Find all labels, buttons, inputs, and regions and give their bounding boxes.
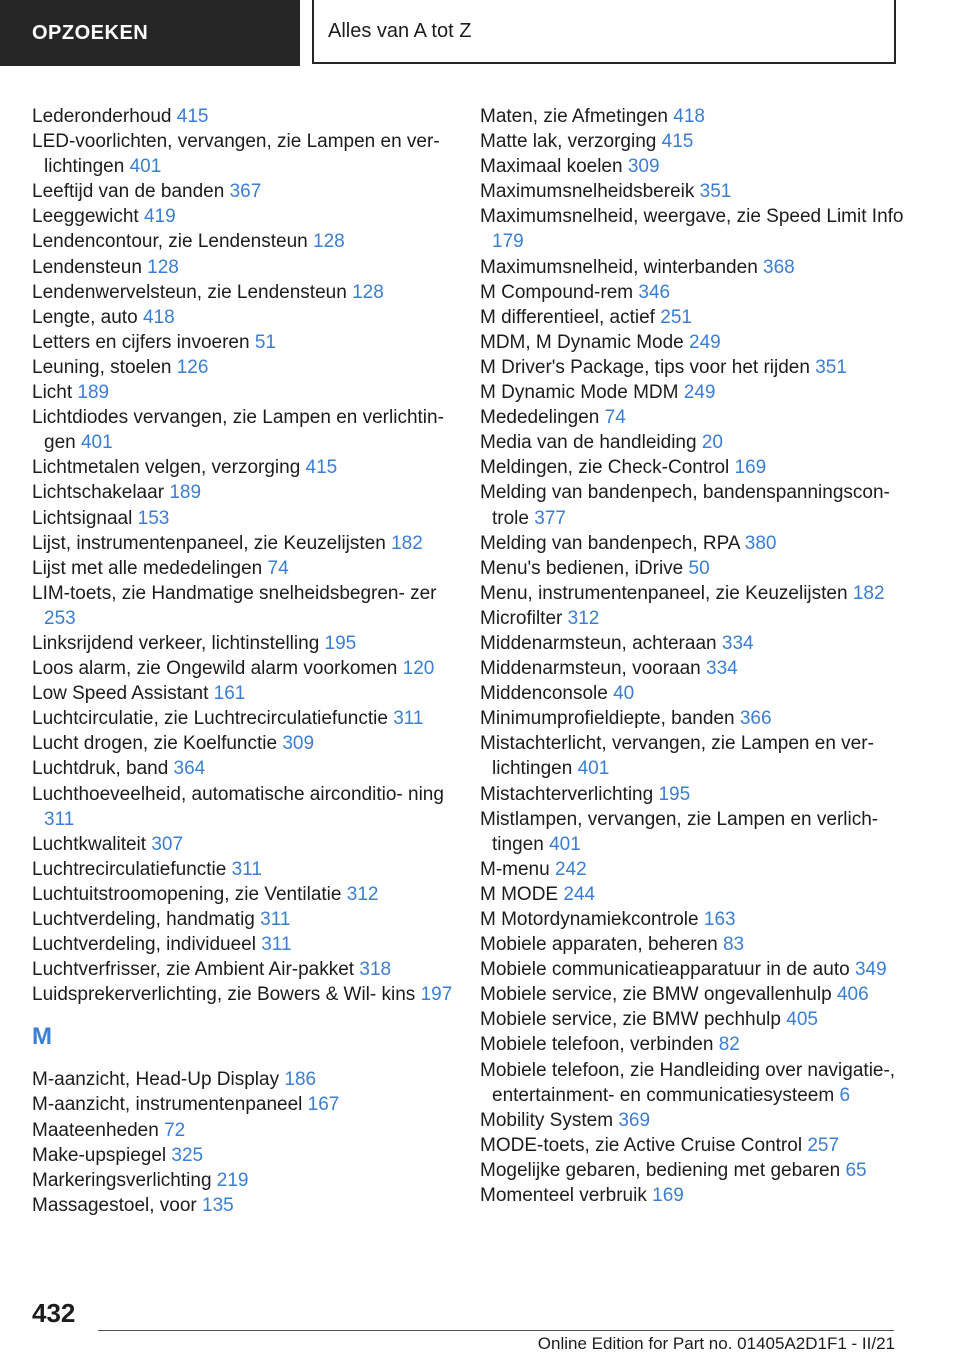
index-entry — [480, 1108, 920, 1133]
index-entry — [32, 932, 472, 957]
page-reference-link[interactable]: 189 — [77, 382, 110, 404]
index-entry-label: Lijst met alle mededelingen — [32, 557, 263, 579]
page-reference-link[interactable]: 128 — [352, 281, 384, 303]
index-entry — [32, 355, 472, 380]
index-entry-label: Luchtverdeling, handmatig — [32, 909, 255, 930]
page-reference-link[interactable]: 195 — [324, 632, 357, 654]
index-entry — [480, 1183, 920, 1208]
index-entry-label: Luchtdruk, band — [32, 758, 169, 780]
index-entry — [32, 1168, 472, 1193]
page-header — [0, 0, 960, 66]
index-entry-label: Middenconsole — [480, 683, 608, 705]
index-entry-label: Lichtdiodes vervangen, zie Lampen en verlichtin‐ gen — [32, 407, 444, 454]
index-entry — [480, 380, 920, 405]
index-entry — [480, 807, 920, 857]
index-entry-label: LIM-toets, zie Handmatige snelheidsbegren‐ zer — [32, 582, 437, 604]
index-entry — [480, 480, 920, 530]
index-entry — [32, 330, 472, 355]
page-reference-link[interactable]: 307 — [151, 833, 184, 855]
page-reference-link[interactable]: 401 — [549, 833, 581, 855]
index-entry-label: Microfilter — [480, 607, 563, 629]
index-entry-label: Melding van bandenpech, RPA — [480, 532, 740, 554]
page-reference-link[interactable]: 419 — [143, 206, 176, 228]
index-entry-label: Mobiele telefoon, verbinden — [480, 1034, 714, 1056]
page-reference-link[interactable]: 197 — [420, 984, 453, 1006]
index-entry-label: Maximaal koelen — [480, 156, 623, 178]
page-reference-link[interactable]: 242 — [554, 858, 587, 880]
index-entries-m-continued — [480, 104, 920, 1208]
index-entry-label: Luchtverdeling, individueel — [32, 934, 256, 956]
page-reference-link[interactable]: 72 — [164, 1119, 186, 1141]
index-entry — [480, 606, 920, 631]
index-entry — [480, 656, 920, 681]
index-entry — [32, 104, 472, 129]
index-entry-label: M-menu — [480, 858, 550, 880]
page-reference-link[interactable]: 40 — [613, 683, 635, 705]
index-entry — [480, 129, 920, 154]
index-entry — [480, 882, 920, 907]
index-entry — [32, 907, 472, 932]
index-entry-label: M-aanzicht, instrumentenpaneel — [32, 1094, 303, 1116]
index-entry-label: Mededelingen — [480, 407, 600, 429]
index-entry-label: Minimumprofieldiepte, banden — [480, 708, 735, 730]
page-reference-link[interactable]: 401 — [80, 432, 113, 454]
index-entry-label: MODE-toets, zie Active Cruise Control — [480, 1134, 803, 1156]
index-entry-label: Licht — [32, 382, 73, 404]
index-entry-label: LED-voorlichten, vervangen, zie Lampen en ver‐ lichtingen — [32, 131, 440, 178]
page-reference-link[interactable]: 346 — [638, 281, 671, 303]
page-reference-link[interactable]: 128 — [147, 256, 179, 278]
page-reference-link[interactable]: 311 — [260, 909, 291, 930]
edition-note: Online Edition for Part no. 01405A2D1F1 - II/21 — [537, 1334, 895, 1353]
page-reference-link[interactable]: 219 — [216, 1169, 249, 1191]
index-entry — [480, 455, 920, 480]
page-reference-link[interactable]: 251 — [660, 306, 692, 328]
index-entry — [480, 405, 920, 430]
page-reference-link[interactable]: 351 — [815, 356, 847, 378]
index-entry-label: Leeftijd van de banden — [32, 181, 225, 203]
page-reference-link[interactable]: 366 — [739, 708, 772, 730]
page-reference-link[interactable]: 186 — [284, 1069, 317, 1091]
index-entry-label: Letters en cijfers invoeren — [32, 331, 250, 353]
page-reference-link[interactable]: 377 — [534, 507, 566, 529]
page-reference-link[interactable]: 20 — [701, 432, 723, 454]
index-entry — [480, 179, 920, 204]
page-reference-link[interactable]: 50 — [688, 557, 710, 579]
index-entry — [32, 531, 472, 556]
page-reference-link[interactable]: 418 — [142, 306, 175, 328]
index-entry — [32, 782, 472, 832]
index-entry-label: Lederonderhoud — [32, 106, 172, 127]
index-entry — [480, 581, 920, 606]
index-entry — [32, 255, 472, 280]
page-reference-link[interactable]: 83 — [722, 934, 745, 956]
page-reference-link[interactable]: 82 — [718, 1034, 740, 1056]
index-entry-label: Leuning, stoelen — [32, 356, 172, 378]
index-entry-label: Mobility System — [480, 1109, 614, 1131]
index-entry — [32, 305, 472, 330]
page-reference-link[interactable]: 135 — [202, 1194, 234, 1216]
page-reference-link[interactable]: 380 — [744, 532, 777, 554]
index-entry-label: Matte lak, verzorging — [480, 131, 657, 153]
index-column-left — [32, 104, 472, 1218]
page-reference-link[interactable]: 318 — [359, 959, 392, 981]
index-entry-label: Menu's bedienen, iDrive — [480, 557, 684, 579]
page-reference-link[interactable]: 401 — [577, 758, 610, 780]
index-entry — [480, 556, 920, 581]
index-entry — [480, 857, 920, 882]
index-entries-l — [32, 104, 472, 1007]
page-reference-link[interactable]: 369 — [618, 1109, 651, 1131]
index-entry-label: M Compound-rem — [480, 281, 634, 303]
index-entry — [32, 204, 472, 229]
index-entry — [32, 857, 472, 882]
index-entry-label: Luchtverfrisser, zie Ambient Air-pakket — [32, 959, 355, 981]
index-entry — [480, 731, 920, 781]
index-entry — [480, 681, 920, 706]
page-reference-link[interactable]: 418 — [673, 106, 705, 127]
index-entry-label: Markeringsverlichting — [32, 1169, 212, 1191]
page-reference-link[interactable]: 244 — [563, 883, 596, 905]
index-entry — [480, 104, 920, 129]
index-entry — [480, 1032, 920, 1057]
index-entry — [480, 1007, 920, 1032]
page-reference-link[interactable]: 309 — [627, 156, 660, 178]
index-entry-label: Luchthoeveelheid, automatische airconditio‐ ning — [32, 783, 444, 805]
index-entry — [480, 154, 920, 179]
index-entry — [480, 706, 920, 731]
index-entries-m — [32, 1067, 472, 1218]
page-reference-link[interactable]: 364 — [173, 758, 206, 780]
page-reference-link[interactable]: 163 — [703, 909, 736, 930]
index-entry — [32, 957, 472, 982]
index-entry-label: Lichtsignaal — [32, 507, 133, 529]
page-reference-link[interactable]: 334 — [706, 658, 738, 680]
index-entry-label: Media van de handleiding — [480, 432, 697, 454]
index-entry — [32, 756, 472, 781]
index-entry-label: M differentieel, actief — [480, 306, 655, 328]
page-reference-link[interactable]: 309 — [282, 733, 315, 755]
index-entry — [32, 631, 472, 656]
index-entry-label: Lijst, instrumentenpaneel, zie Keuzelijsten — [32, 532, 386, 554]
index-entry — [32, 982, 472, 1007]
page-reference-link[interactable]: 182 — [852, 582, 885, 604]
index-entry — [480, 1058, 920, 1108]
index-entry-label: Mobiele telefoon, zie Handleiding over navigatie-, entertainment- en communicatiesysteem — [480, 1059, 896, 1106]
page-reference-link[interactable]: 311 — [231, 858, 262, 880]
index-entry — [480, 631, 920, 656]
index-entry — [480, 305, 920, 330]
page-reference-link[interactable]: 415 — [661, 131, 694, 153]
page-reference-link[interactable]: 368 — [763, 256, 795, 278]
page-reference-link[interactable]: 161 — [213, 683, 246, 705]
page-reference-link[interactable]: 311 — [44, 808, 75, 830]
index-entry — [480, 204, 920, 254]
index-entry — [32, 656, 472, 681]
page-reference-link[interactable]: 349 — [854, 959, 887, 981]
page-number: 432 — [32, 1298, 76, 1328]
index-entry — [32, 405, 472, 455]
index-entry — [480, 430, 920, 455]
page-reference-link[interactable]: 179 — [492, 231, 524, 253]
index-entry-label: Maximumsnelheid, weergave, zie Speed Limit Info — [480, 206, 904, 228]
index-entry-label: Loos alarm, zie Ongewild alarm voorkomen — [32, 658, 398, 680]
index-entry — [32, 179, 472, 204]
index-entry-label: Mobiele communicatieapparatuur in de auto — [480, 959, 850, 981]
index-entry-label: Massagestoel, voor — [32, 1194, 197, 1216]
index-entry-label: Luchtkwaliteit — [32, 833, 147, 855]
index-entry-label: Leeggewicht — [32, 206, 139, 228]
index-entry-label: Mogelijke gebaren, bediening met gebaren — [480, 1159, 841, 1181]
index-entry-label: Luidsprekerverlichting, zie Bowers & Wil‐ kins — [32, 984, 416, 1006]
index-entry — [32, 731, 472, 756]
index-entry-label: Meldingen, zie Check-Control — [480, 457, 730, 479]
index-entry — [480, 255, 920, 280]
index-entry — [32, 129, 472, 179]
index-column-right — [480, 104, 920, 1208]
index-entry-label: M Dynamic Mode MDM — [480, 382, 679, 404]
page-reference-link[interactable]: 195 — [658, 783, 691, 805]
page-reference-link[interactable]: 312 — [567, 607, 600, 629]
page-reference-link[interactable]: 257 — [807, 1134, 840, 1156]
index-entry — [32, 506, 472, 531]
index-entry — [480, 782, 920, 807]
index-entry-label: Lendencontour, zie Lendensteun — [32, 231, 308, 253]
index-entry — [32, 280, 472, 305]
index-entry — [480, 982, 920, 1007]
page-reference-link[interactable]: 126 — [176, 356, 209, 378]
index-entry-label: Lendenwervelsteun, zie Lendensteun — [32, 281, 347, 303]
index-entry — [32, 1067, 472, 1092]
index-entry-label: Maximumsnelheid, winterbanden — [480, 256, 758, 278]
page-reference-link[interactable]: 51 — [254, 331, 276, 353]
page-reference-link[interactable]: 169 — [652, 1185, 684, 1207]
section-tab[interactable]: OPZOEKEN — [0, 0, 300, 66]
index-entry — [480, 355, 920, 380]
index-entry-label: Lichtmetalen velgen, verzorging — [32, 457, 301, 479]
page-reference-link[interactable]: 415 — [305, 457, 338, 479]
page-reference-link[interactable]: 167 — [307, 1094, 340, 1116]
page-reference-link[interactable]: 334 — [721, 632, 754, 654]
index-entry — [32, 380, 472, 405]
page-reference-link[interactable]: 312 — [346, 883, 379, 905]
page-reference-link[interactable]: 169 — [734, 457, 767, 479]
index-entry-label: Linksrijdend verkeer, lichtinstelling — [32, 632, 320, 654]
page-reference-link[interactable]: 249 — [689, 331, 721, 353]
index-entry — [32, 1143, 472, 1168]
index-entry — [480, 957, 920, 982]
index-entry — [32, 706, 472, 731]
index-entry — [480, 280, 920, 305]
page-reference-link[interactable]: 65 — [845, 1159, 867, 1181]
page-reference-link[interactable]: 253 — [44, 607, 76, 629]
index-entry — [32, 832, 472, 857]
page-reference-link[interactable]: 189 — [169, 482, 202, 504]
page-reference-link[interactable]: 249 — [683, 382, 716, 404]
chapter-title: Alles van A tot Z — [312, 0, 896, 64]
index-entry — [480, 932, 920, 957]
index-entry-label: Maximumsnelheidsbereik — [480, 181, 695, 203]
index-entry-label: Middenarmsteun, achteraan — [480, 632, 717, 654]
page-reference-link[interactable]: 153 — [137, 507, 170, 529]
page-reference-link[interactable]: 351 — [699, 181, 732, 203]
page-reference-link[interactable]: 311 — [393, 708, 424, 730]
index-entry-label: M-aanzicht, Head-Up Display — [32, 1069, 280, 1091]
page-reference-link[interactable]: 182 — [391, 532, 423, 554]
index-entry-label: Luchtcirculatie, zie Luchtrecirculatiefunctie — [32, 708, 388, 730]
index-entry — [32, 229, 472, 254]
index-entry-label: Mobiele service, zie BMW pechhulp — [480, 1009, 781, 1031]
page-reference-link[interactable]: 311 — [261, 934, 292, 956]
index-entry-label: Luchtrecirculatiefunctie — [32, 858, 227, 880]
index-entry-label: Middenarmsteun, vooraan — [480, 658, 701, 680]
index-entry-label: Lucht drogen, zie Koelfunctie — [32, 733, 278, 755]
page-reference-link[interactable]: 74 — [604, 407, 626, 429]
index-entry-label: M MODE — [480, 883, 559, 905]
index-entry-label: Luchtuitstroomopening, zie Ventilatie — [32, 883, 342, 905]
index-entry — [32, 455, 472, 480]
index-entry-label: Lendensteun — [32, 256, 142, 278]
index-entry-label: MDM, M Dynamic Mode — [480, 331, 684, 353]
page-reference-link[interactable]: 74 — [267, 557, 289, 579]
page-reference-link[interactable]: 405 — [786, 1009, 818, 1031]
index-entry-label: Mistlampen, vervangen, zie Lampen en verlich‐ tingen — [480, 808, 879, 855]
page-reference-link[interactable]: 401 — [129, 156, 162, 178]
index-entry-label: Mistachterlicht, vervangen, zie Lampen en ver‐ lichtingen — [480, 733, 874, 780]
page-reference-link[interactable]: 6 — [839, 1084, 851, 1106]
index-entry-label: Maten, zie Afmetingen — [480, 106, 668, 127]
page-reference-link[interactable]: 415 — [176, 106, 209, 127]
index-entry-label: M Driver's Package, tips voor het rijden — [480, 356, 810, 378]
index-entry-label: M Motordynamiekcontrole — [480, 909, 699, 930]
page-reference-link[interactable]: 406 — [836, 984, 869, 1006]
page-reference-link[interactable]: 128 — [313, 231, 345, 253]
index-entry — [480, 1158, 920, 1183]
index-entry-label: Mobiele apparaten, beheren — [480, 934, 718, 956]
index-entry-label: Mobiele service, zie BMW ongevallenhulp — [480, 984, 832, 1006]
index-entry — [32, 681, 472, 706]
index-entry-label: Momenteel verbruik — [480, 1185, 647, 1207]
index-entry — [32, 1092, 472, 1117]
index-entry — [480, 907, 920, 932]
index-entry — [480, 1133, 920, 1158]
index-entry — [32, 882, 472, 907]
index-entry — [480, 330, 920, 355]
page-reference-link[interactable]: 325 — [171, 1144, 204, 1166]
index-entry — [32, 581, 472, 631]
index-entry — [32, 1118, 472, 1143]
page-reference-link[interactable]: 367 — [229, 181, 262, 203]
index-entry — [32, 556, 472, 581]
index-entry — [480, 531, 920, 556]
index-entry-label: Maateenheden — [32, 1119, 159, 1141]
index-entry-label: Melding van bandenpech, bandenspanningscon‐ trole — [480, 482, 890, 529]
letter-heading-m: M — [32, 1023, 52, 1051]
index-entry-label: Lichtschakelaar — [32, 482, 165, 504]
index-entry-label: Menu, instrumentenpaneel, zie Keuzelijsten — [480, 582, 848, 604]
footer-divider — [98, 1330, 894, 1331]
index-entry — [32, 480, 472, 505]
index-entry-label: Mistachterverlichting — [480, 783, 654, 805]
index-entry-label: Make-upspiegel — [32, 1144, 167, 1166]
index-entry-label: Lengte, auto — [32, 306, 138, 328]
index-entry — [32, 1193, 472, 1218]
page-reference-link[interactable]: 120 — [402, 658, 435, 680]
index-entry-label: Low Speed Assistant — [32, 683, 209, 705]
